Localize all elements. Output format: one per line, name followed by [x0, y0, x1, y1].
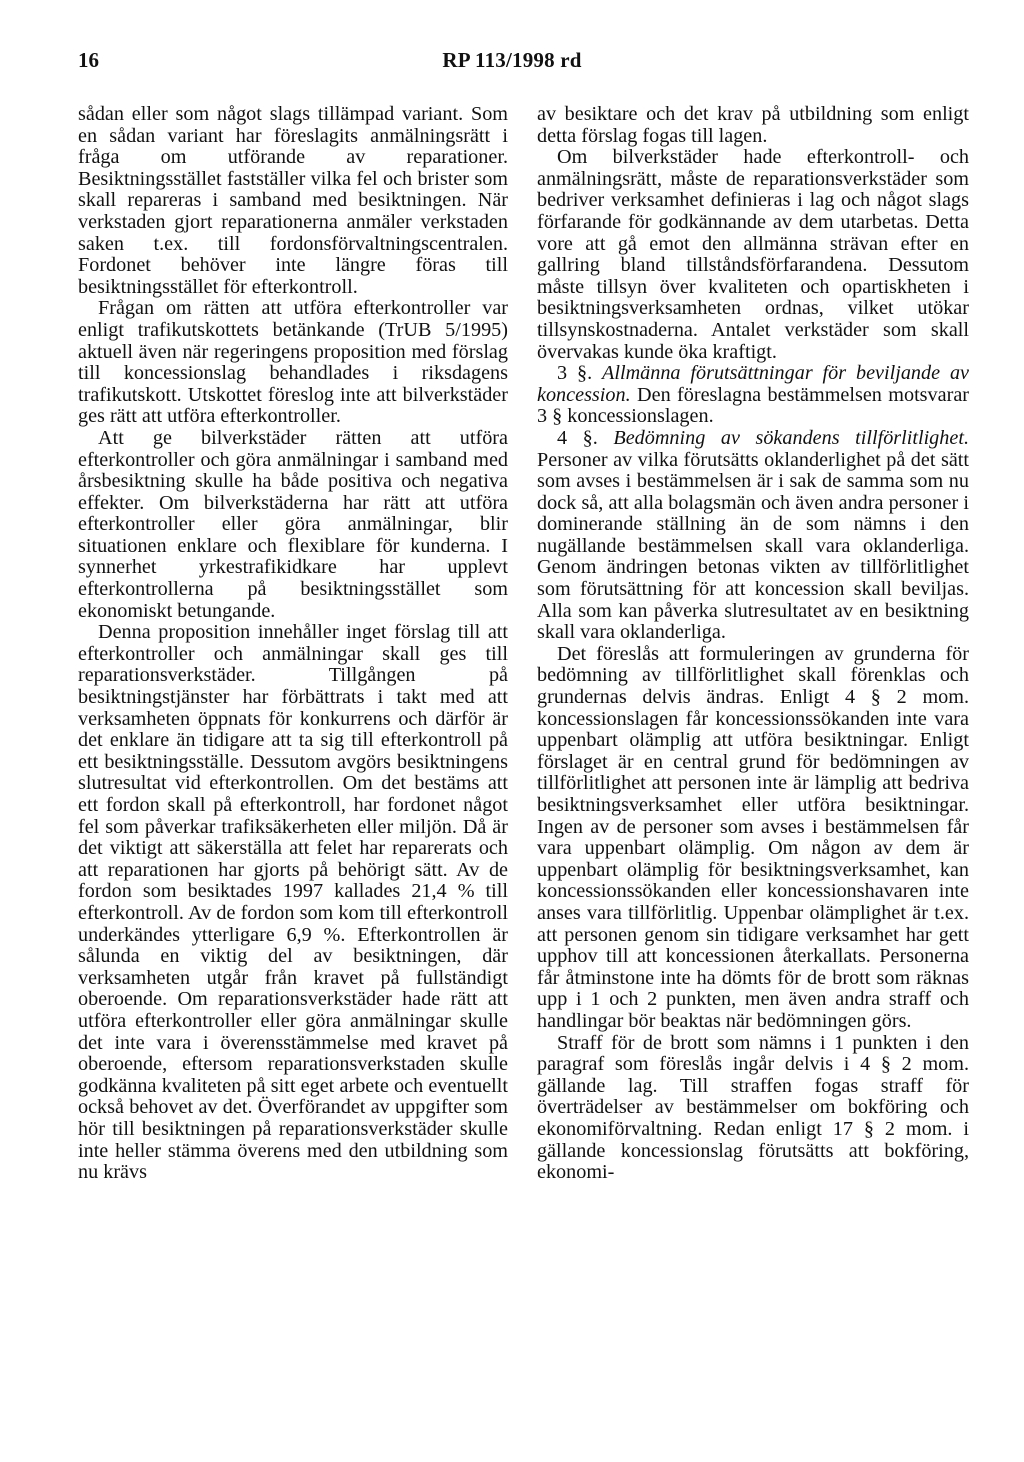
paragraph: sådan eller som något slags tillämpad variant. Som en sådan variant har föreslagits anmälningsrätt i fråga om utförande av reparationer. Besiktningsstället fastställer vilka fel och brister som skall repareras i samband med besiktningen. När verkstaden gjort reparationerna anmäler verkstaden saken t.ex. till fordonsförvaltningscentralen. Fordonet behöver inte längre föras till besiktningsstället för efterkontroll.	[78, 103, 508, 298]
paragraph: Om bilverkstäder hade efterkontroll- och anmälningsrätt, måste de reparationsverkstäder som bedriver verksamhet definieras i lag och något slags förfarande för godkännande av dem utarbetas. Detta vore att gå emot den allmänna strävan efter en gallring bland tillståndsförfarandena. Dessutom måste tillsyn över kvaliteten och opartiskheten i besiktningsverksamheten ordnas, vilket utökar tillsynskostnaderna. Antalet verkstäder som skall övervakas kunde öka kraftigt.	[537, 146, 969, 363]
section-number: 3 §.	[557, 362, 593, 385]
section-title: Allmänna förutsättningar för beviljande av koncession.	[537, 362, 970, 406]
right-column	[537, 104, 969, 1184]
left-column	[78, 104, 508, 1184]
paragraph: Straff för de brott som nämns i 1 punkten i den paragraf som föreslås ingår delvis i 4 § 2 mom. gällande lag. Till straffen fogas straff för överträdelser av bestämmelser om bokföring och ekonomiförvaltning. Redan enligt 17 § 2 mom. i gällande koncessionslag förutsätts att bokföring, ekonomi-	[537, 1031, 969, 1184]
page-number: 16	[78, 48, 99, 72]
section-number: 4 §.	[557, 426, 598, 449]
paragraph: Frågan om rätten att utföra efterkontroller var enligt trafikutskottets betänkande (TrUB 5/1995) aktuell även när regeringens proposition med förslag till koncessionslag behandlades i riksdagens trafikutskott. Utskottet föreslog inte att bilverkstäder ges rätt att utföra efterkontroller.	[78, 297, 508, 428]
paragraph: Det föreslås att formuleringen av grunderna för bedömning av tillförlitlighet skall förenklas och grundernas delvis ändras. Enligt 4 § 2 mom. koncessionslagen får koncessionssökanden inte vara uppenbart olämplig att utföra besiktningar. Enligt förslaget är en central grund för bedömningen av tillförlitlighet att personen inte är lämplig att bedriva besiktningsverksamhet eller utföra besiktningar. Ingen av de personer som avses i bestämmelsen får vara uppenbart olämplig. Om någon av dem är uppenbart olämplig för besiktningsverksamhet, kan koncessionssökanden eller koncessionshavaren inte anses vara tillförlitlig. Uppenbar olämplighet är t.ex. att personen genom sin tidigare verksamhet har gett upphov till att koncessionen återkallats. Personerna får åtminstone inte ha dömts för de brott som räknas upp i 1 och 2 punkten, men även andra straff och handlingar bör beaktas när bedömningen görs.	[537, 642, 969, 1032]
paragraph: Denna proposition innehåller inget förslag till att efterkontroller och anmälningar skall ges till reparationsverkstäder. Tillgången på besiktningstjänster har förbättrats i takt med att verksamheten öppnats för konkurrens och därför är det enklare än tidigare att ta sig till efterkontroll på ett besiktningsställe. Dessutom avgörs besiktningens slutresultat vid efterkontrollen. Om det bestäms att ett fordon skall på efterkontroll, har fordonet något fel som påverkar trafiksäkerheten eller miljön. Då är det viktigt att säkerställa att felet har reparerats och att reparationen har gjorts på behörigt sätt. Av de fordon som besiktades 1997 kallades 21,4 % till efterkontroll. Av de fordon som kom till efterkontroll underkändes ytterligare 6,9 %. Efterkontrollen är sålunda en viktig del av besiktningen, där verksamheten utgår från kravet på fullständigt oberoende. Om reparationsverkstäder hade rätt att utföra efterkontroller eller göra anmälningar skulle det inte vara i överensstämmelse med kravet på oberoende, eftersom reparationsverkstaden skulle godkänna kvaliteten på sitt eget arbete och eventuellt också behovet av det. Överförandet av uppgifter som hör till besiktningen på reparationsverkstäder skulle inte heller stämma överens med den utbildning som nu krävs	[78, 621, 508, 1184]
section-text: Den föreslagna bestämmelsen motsvarar 3 § koncessionslagen.	[537, 383, 970, 428]
running-head: RP 113/1998 rd	[442, 48, 582, 72]
section-3-paragraph	[537, 363, 969, 428]
paragraph: Att ge bilverkstäder rätten att utföra efterkontroller och göra anmälningar i samband med årsbesiktning skulle ha både positiva och negativa effekter. Om bilverkstäderna har rätt att utföra efterkontroller eller göra anmälningar, blir situationen enklare och flexiblare för kunderna. I synnerhet yrkestrafikidkare har upplevt efterkontrollerna på besiktningsstället som ekonomiskt betungande.	[78, 426, 508, 622]
paragraph: av besiktare och det krav på utbildning som enligt detta förslag fogas till lagen.	[537, 103, 969, 147]
section-text: Personer av vilka förutsätts oklanderlighet på det sätt som avses i bestämmelsen är i sak de samma som nu dock så, att alla bolagsmän och även andra personer i dominerande ställning än de som nämns i den nugällande bestämmelsen skall vara oklanderliga. Genom ändringen betonas vikten av tillförlitlighet som förutsättning för att koncession skall beviljas. Alla som kan påverka slutresultatet av en besiktning skall vara oklanderliga.	[537, 448, 969, 644]
section-4-paragraph	[537, 428, 969, 644]
section-title: Bedömning av sökandens tillförlitlighet.	[613, 426, 969, 449]
